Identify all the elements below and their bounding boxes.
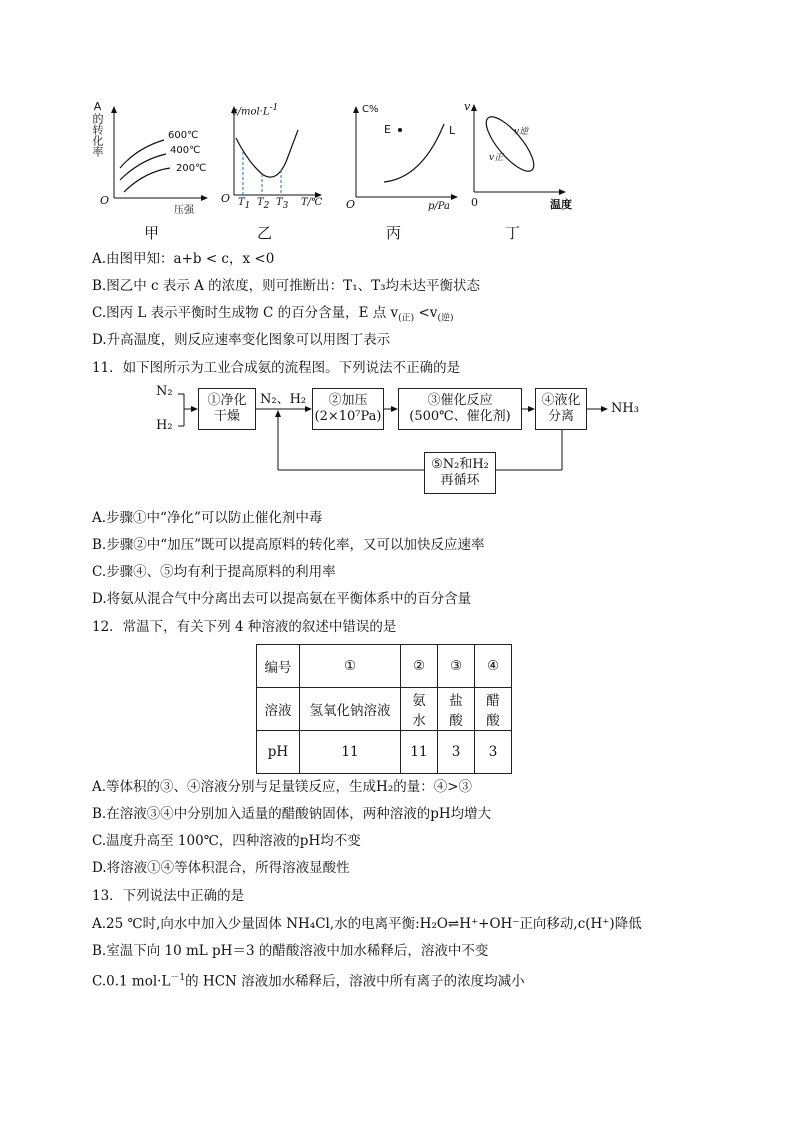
table-row — [257, 688, 512, 731]
graph-jia-origin: O — [100, 194, 110, 207]
q10-option-c-pre: C.图丙 L 表示平衡时生成物 C 的百分含量，E 点 v — [92, 305, 399, 321]
graph-bing — [344, 100, 464, 220]
graph-ding-origin: 0 — [471, 196, 478, 209]
flow-h2: H₂ — [156, 418, 173, 433]
q12-stem: 12．常温下，有关下列 4 种溶液的叙述中错误的是 — [92, 619, 397, 635]
flow-n2: N₂ — [156, 384, 173, 399]
graph-ding-xlabel: 温度 — [550, 198, 572, 211]
q12-solution-table — [256, 644, 512, 774]
q11-option-b: B.步骤②中“加压”既可以提高原料的转化率，又可以加快反应速率 — [92, 537, 485, 553]
q10-option-b: B.图乙中 c 表示 A 的浓度，则可推断出：T₁、T₃均未达平衡状态 — [92, 278, 481, 294]
tick-label: T — [238, 197, 245, 208]
flow-box-catalysis-l2: (500℃、催化剂) — [409, 409, 511, 424]
flow-box-liquefy — [535, 388, 587, 430]
q13-option-c-post: 的 HCN 溶液加水稀释后，溶液中所有离子的浓度均减小 — [185, 973, 525, 990]
table-cell: 3 — [438, 731, 475, 774]
curve-400 — [120, 154, 166, 180]
table-cell: 氨水 — [401, 688, 438, 731]
flow-box-recycle-l1: ⑤N₂和H₂ — [431, 457, 489, 472]
table-cell: 醋酸 — [475, 688, 512, 731]
q13-stem: 13．下列说法中正确的是 — [92, 888, 245, 904]
q13-option-b: B.室温下向 10 mL pH＝3 的醋酸溶液中加水稀释后，溶液中不变 — [92, 943, 489, 959]
graph-yi-tick-t3 — [276, 197, 288, 211]
table-cell: ③ — [438, 645, 475, 688]
table-row — [257, 731, 512, 774]
q12-option-b: B.在溶液③④中分别加入适量的醋酸钠固体，两种溶液的pH均增大 — [92, 806, 492, 822]
graph-yi-ylabel-text: c/mol·L — [232, 106, 270, 118]
graph-bing-origin: O — [346, 198, 356, 211]
flow-mid-gases: N₂、H₂ — [260, 392, 307, 407]
q10-option-c — [92, 304, 453, 328]
q11-stem: 11．如下图所示为工业合成氨的流程图。下列说法不正确的是 — [92, 360, 461, 376]
graph-yi-ylabel-sup: -1 — [269, 103, 279, 113]
graph-bing-point-e: E — [384, 123, 391, 136]
graph-ding-v-fwd: v正 — [489, 153, 504, 163]
q11-option-a: A.步骤①中“净化”可以防止催化剂中毒 — [92, 510, 323, 526]
flow-box-pressurize-l2: (2×10⁷Pa) — [314, 409, 382, 424]
flow-box-catalysis-l1: ③催化反应 — [427, 393, 493, 408]
graph-yi-origin: O — [221, 192, 231, 205]
graph-yi-ylabel — [232, 103, 278, 117]
flow-box-catalysis — [398, 388, 522, 430]
q10-option-c-sub2: (逆) — [437, 313, 454, 324]
flow-box-liquefy-l2: 分离 — [547, 409, 574, 424]
graph-ding-caption: 丁 — [505, 224, 521, 242]
table-cell: ② — [401, 645, 438, 688]
table-cell: 11 — [401, 731, 438, 774]
curve-concentration — [236, 130, 298, 177]
graph-yi-tick-t2 — [257, 197, 269, 211]
graph-bing-xlabel: p/Pa — [428, 201, 451, 212]
flow-box-recycle — [424, 452, 496, 494]
q13-option-c-sup: －1 — [170, 973, 186, 983]
graph-bing-curve-l: L — [449, 124, 456, 137]
graph-ding — [462, 100, 582, 220]
graph-jia-curve-200: 200℃ — [176, 163, 207, 174]
flow-output-nh3: NH₃ — [611, 401, 639, 416]
q12-option-c: C.温度升高至 100℃，四种溶液的pH均不变 — [92, 833, 361, 849]
ammonia-flowchart — [150, 382, 670, 500]
graph-bing-caption: 丙 — [386, 224, 402, 242]
curve-rate-loop — [479, 110, 541, 178]
graph-yi — [221, 100, 336, 220]
q10-option-c-sub1: (正) — [398, 313, 415, 324]
graph-jia-caption: 甲 — [144, 224, 160, 242]
table-cell: ④ — [475, 645, 512, 688]
graph-jia-curve-400: 400℃ — [170, 145, 201, 156]
table-row — [257, 645, 512, 688]
flow-box-liquefy-l1: ④液化 — [541, 393, 581, 408]
tick-sub: 1 — [244, 201, 251, 211]
curve-200 — [124, 168, 170, 192]
tick-sub: 3 — [282, 201, 289, 211]
q10-option-c-mid: <v — [414, 305, 438, 321]
q10-option-a: A.由图甲知：a+b < c，x <0 — [92, 251, 275, 267]
q10-option-d: D.升高温度，则反应速率变化图象可以用图丁表示 — [92, 332, 391, 348]
point-e — [398, 128, 402, 132]
table-cell: 溶液 — [257, 688, 300, 731]
graph-jia-curve-600: 600℃ — [168, 130, 199, 141]
q12-option-a: A.等体积的③、④溶液分别与足量镁反应，生成H₂的量：④>③ — [92, 779, 473, 795]
flow-box-purify-l2: 干燥 — [213, 409, 240, 424]
flow-box-recycle-l2: 再循环 — [440, 473, 480, 488]
flow-box-purify — [198, 388, 256, 430]
q11-option-c: C.步骤④、⑤均有利于提高原料的利用率 — [92, 564, 336, 580]
table-cell: pH — [257, 731, 300, 774]
table-cell: 氢氧化钠溶液 — [300, 688, 401, 731]
flow-box-pressurize — [312, 388, 384, 430]
graph-jia-ylabel: A的转化率 — [91, 100, 104, 157]
table-cell: 3 — [475, 731, 512, 774]
tick-label: T — [257, 197, 264, 208]
q13-option-c-pre: C.0.1 mol·L — [92, 973, 171, 990]
table-cell: 盐酸 — [438, 688, 475, 731]
q13-option-c — [92, 969, 525, 991]
table-cell: 11 — [300, 731, 401, 774]
graph-bing-ylabel: C% — [362, 104, 379, 115]
q11-option-d: D.将氨从混合气中分离出去可以提高氨在平衡体系中的百分含量 — [92, 591, 472, 607]
graph-jia-xlabel: 压强 — [174, 205, 194, 216]
graph-ding-v-rev: v逆 — [514, 127, 529, 137]
q12-option-d: D.将溶液①④等体积混合，所得溶液显酸性 — [92, 860, 350, 876]
table-cell: 编号 — [257, 645, 300, 688]
graph-ding-ylabel: v — [464, 100, 471, 113]
graph-yi-xlabel: T/℃ — [301, 197, 323, 208]
graph-yi-tick-t1 — [238, 197, 250, 211]
q13-option-a: A.25 ℃时,向水中加入少量固体 NH₄Cl,水的电离平衡:H₂O⇌H⁺+OH⁻正向移动,c(H⁺)降低 — [92, 916, 642, 932]
table-cell: ① — [300, 645, 401, 688]
tick-label: T — [276, 197, 283, 208]
flow-box-pressurize-l1: ②加压 — [328, 393, 368, 408]
graph-jia — [92, 100, 212, 220]
curve-l — [384, 124, 444, 182]
flow-box-purify-l1: ①净化 — [207, 393, 247, 408]
tick-sub: 2 — [263, 201, 270, 211]
graph-yi-caption: 乙 — [257, 224, 273, 242]
